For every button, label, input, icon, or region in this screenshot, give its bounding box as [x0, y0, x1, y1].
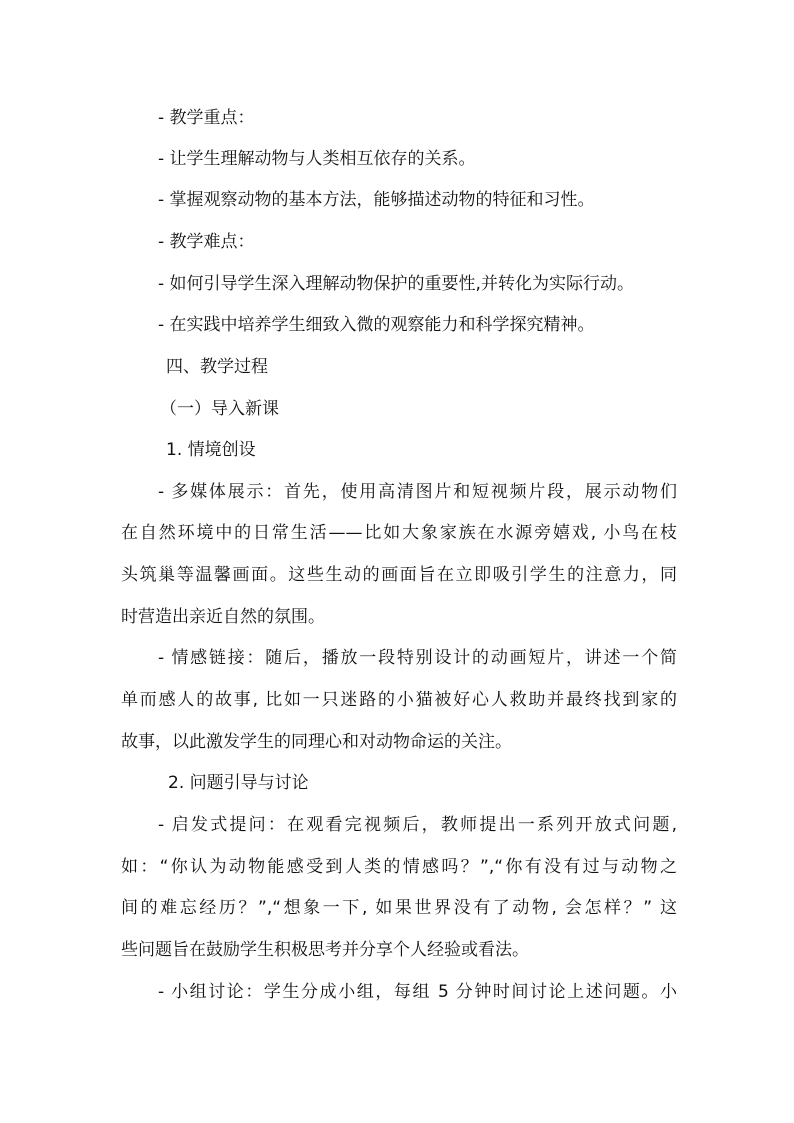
- paragraph-multimedia-line-2: 在自然环境中的日常生活——比如大象家族在水源旁嬉戏, 小鸟在枝: [121, 523, 677, 543]
- text-line-key-point-1: - 让学生理解动物与人类相互依存的关系。: [158, 149, 476, 169]
- paragraph-multimedia-line-3: 头筑巢等温馨画面。这些生动的画面旨在立即吸引学生的注意力，同: [121, 565, 677, 585]
- paragraph-questions-line-2: 如：“你认为动物能感受到人类的情感吗？”,“你有没有过与动物之: [121, 857, 677, 877]
- paragraph-emotion-line-1: - 情感链接：随后，播放一段特别设计的动画短片，讲述一个简: [158, 648, 677, 668]
- paragraph-multimedia-line-1: - 多媒体展示：首先，使用高清图片和短视频片段，展示动物们: [158, 482, 677, 502]
- text-line-difficulty-2: - 在实践中培养学生细致入微的观察能力和科学探究精神。: [158, 315, 595, 335]
- paragraph-questions-line-3: 间的难忘经历？”,“想象一下, 如果世界没有了动物, 会怎样？” 这: [121, 898, 677, 918]
- text-line-difficulty-1: - 如何引导学生深入理解动物保护的重要性,并转化为实际行动。: [158, 274, 634, 294]
- paragraph-emotion-line-2: 单而感人的故事, 比如一只迷路的小猫被好心人救助并最终找到家的: [121, 690, 677, 710]
- paragraph-emotion-line-3: 故事，以此激发学生的同理心和对动物命运的关注。: [121, 732, 512, 752]
- paragraph-group-discussion-line-1: - 小组讨论：学生分成小组，每组 5 分钟时间讨论上述问题。小: [158, 982, 677, 1002]
- text-line-difficulties-heading: - 教学难点：: [158, 232, 255, 252]
- paragraph-questions-line-1: - 启发式提问：在观看完视频后，教师提出一系列开放式问题,: [158, 815, 677, 835]
- text-line-key-point-2: - 掌握观察动物的基本方法，能够描述动物的特征和习性。: [158, 190, 595, 210]
- section-heading-teaching-process: 四、教学过程: [166, 357, 268, 377]
- item-heading-scenario-creation: 1. 情境创设: [166, 440, 256, 460]
- text-line-key-points-heading: - 教学重点：: [158, 108, 255, 128]
- paragraph-multimedia-line-4: 时营造出亲近自然的氛围。: [121, 607, 325, 627]
- subsection-heading-introduction: （一）导入新课: [160, 399, 279, 419]
- item-heading-question-discussion: 2. 问题引导与讨论: [168, 773, 309, 793]
- paragraph-questions-line-4: 些问题旨在鼓励学生积极思考并分享个人经验或看法。: [121, 940, 529, 960]
